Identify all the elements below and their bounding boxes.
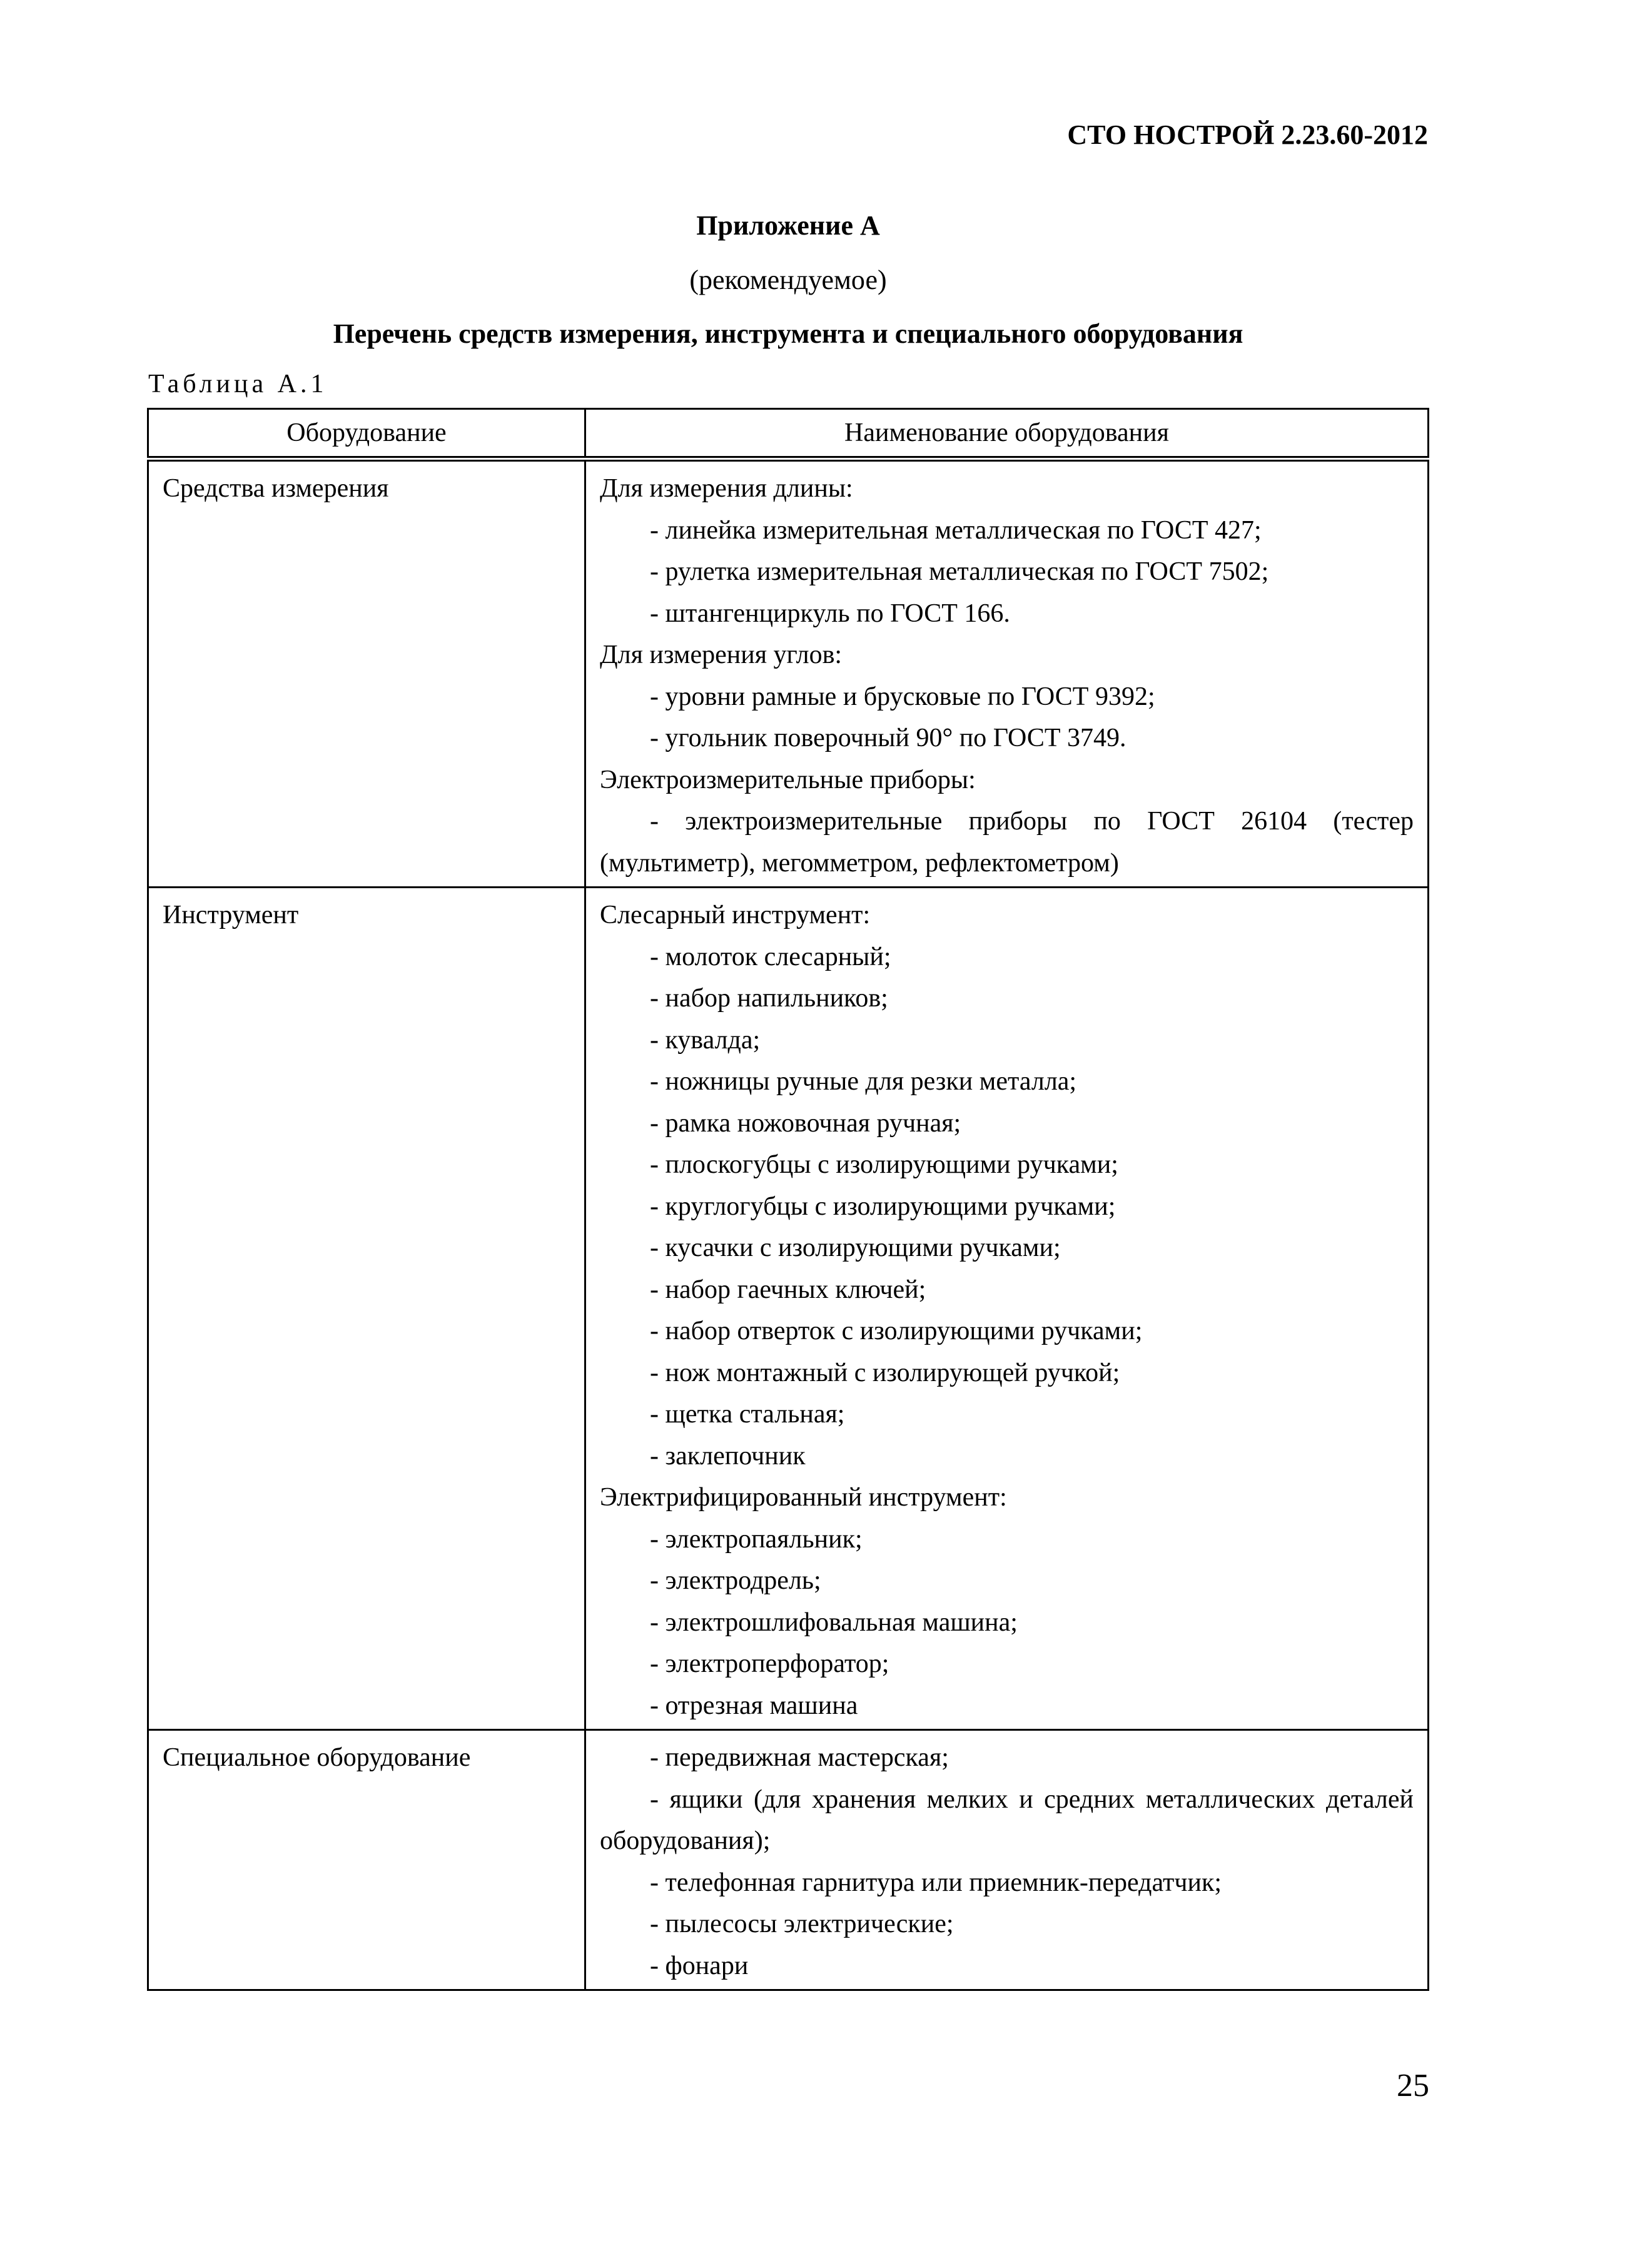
list-item: - круглогубцы с изолирующими ручками; [650,1192,1116,1221]
list-item: - кусачки с изолирующими ручками; [650,1233,1061,1262]
list-subheading: Для измерения углов: [600,640,843,669]
list-item: - передвижная мастерская; [650,1743,949,1772]
category-cell: Инструмент [148,888,585,1730]
header-equipment: Оборудование [148,409,585,459]
category-cell: Средства измерения [148,459,585,888]
list-item: - плоскогубцы с изолирующими ручками; [650,1150,1118,1179]
category-cell: Специальное оборудование [148,1730,585,1990]
list-subheading: Для измерения длины: [600,474,853,503]
list-item: - уровни рамные и брусковые по ГОСТ 9392; [650,682,1155,711]
list-item: - набор напильников; [650,984,888,1013]
list-subheading: Электрифицированный инструмент: [600,1483,1007,1512]
table-header-row [148,409,1429,459]
list-item: - телефонная гарнитура или приемник-передатчик; [650,1868,1222,1897]
list-item: - линейка измерительная металлическая по ГОСТ 427; [650,515,1262,545]
table-row-tools [148,888,1429,1730]
items-cell [585,888,1429,1730]
list-item: - набор гаечных ключей; [650,1275,926,1304]
equipment-table [147,408,1429,1991]
list-item: - набор отверток с изолирующими ручками; [650,1317,1143,1345]
list-item: - ящики (для хранения мелких и средних металлических деталей оборудования); [600,1785,1414,1855]
header-equipment-name: Наименование оборудования [585,409,1429,459]
list-subheading: Слесарный инструмент: [600,901,871,929]
list-item: - электроизмерительные приборы по ГОСТ 26104 (тестер (мультиметр), мегомметром, рефлектометром) [600,807,1414,878]
list-subheading: Электроизмерительные приборы: [600,765,976,794]
list-item: - фонари [650,1951,749,1980]
appendix-title: Приложение А [696,210,880,241]
list-item: - электродрель; [650,1566,821,1595]
appendix-status: (рекомендуемое) [689,265,887,295]
document-code: СТО НОСТРОЙ 2.23.60-2012 [1067,119,1428,150]
list-item: - угольник поверочный 90° по ГОСТ 3749. [650,724,1126,752]
list-item: - рулетка измерительная металлическая по ГОСТ 7502; [650,557,1269,586]
page-number: 25 [1397,2068,1429,2103]
list-item: - ножницы ручные для резки металла; [650,1067,1077,1096]
list-item: - отрезная машина [650,1691,858,1720]
list-item: - рамка ножовочная ручная; [650,1108,961,1138]
list-item: - нож монтажный с изолирующей ручкой; [650,1358,1120,1387]
list-item: - кувалда; [650,1025,761,1055]
list-item: - электроперфоратор; [650,1649,889,1678]
list-item: - щетка стальная; [650,1400,845,1429]
table-row-special [148,1730,1429,1990]
list-item: - молоток слесарный; [650,942,891,971]
items-cell [585,459,1429,888]
appendix-heading: Перечень средств измерения, инструмента и специального оборудования [333,318,1243,349]
table-caption: Таблица А.1 [148,370,328,398]
list-item: - заклепочник [650,1441,806,1471]
items-cell [585,1730,1429,1990]
list-item: - электрошлифовальная машина; [650,1607,1018,1637]
table-row-measuring [148,459,1429,888]
list-item: - пылесосы электрические; [650,1910,954,1938]
list-item: - штангенциркуль по ГОСТ 166. [650,599,1010,628]
list-item: - электропаяльник; [650,1524,863,1554]
